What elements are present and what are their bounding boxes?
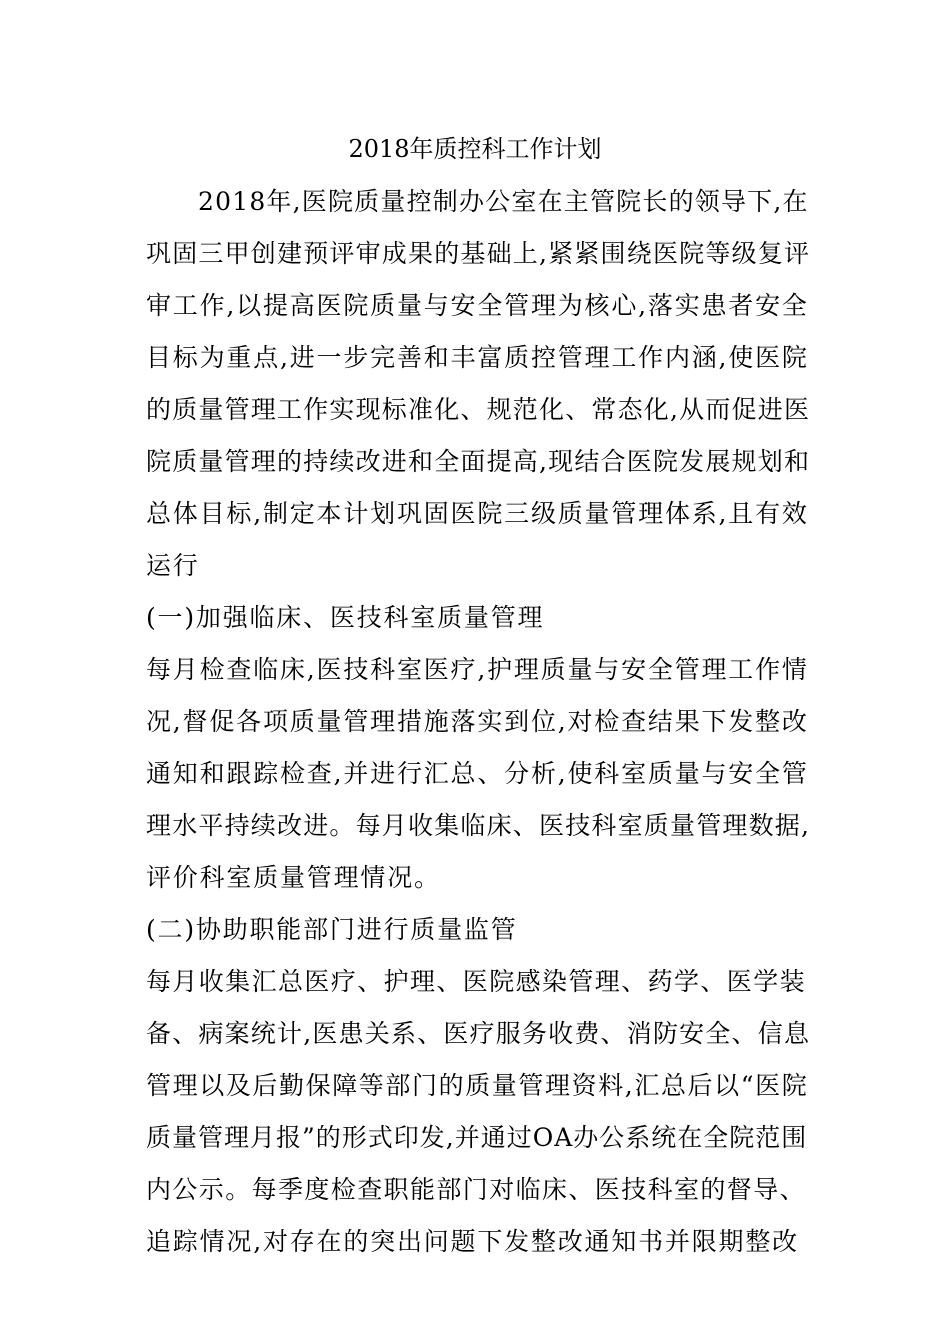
paragraph-line: 通知和跟踪检查,并进行汇总、分析,使科室质量与安全管	[146, 759, 809, 788]
section-heading: (二)协助职能部门进行质量监管	[146, 915, 518, 944]
paragraph-line: 目标为重点,进一步完善和丰富质控管理工作内涵,使医院	[146, 343, 809, 372]
paragraph-line: 管理以及后勤保障等部门的质量管理资料,汇总后以“医院	[146, 1071, 809, 1100]
paragraph-line: 的质量管理工作实现标准化、规范化、常态化,从而促进医	[146, 395, 811, 424]
section-heading: (一)加强临床、医技科室质量管理	[146, 603, 545, 632]
paragraph-line: 质量管理月报”的形式印发,并通过OA办公系统在全院范围	[146, 1123, 808, 1152]
paragraph-line: 追踪情况,对存在的突出问题下发整改通知书并限期整改	[146, 1227, 799, 1256]
paragraph-line: 审工作,以提高医院质量与安全管理为核心,落实患者安全	[146, 291, 809, 320]
paragraph-line: 院质量管理的持续改进和全面提高,现结合医院发展规划和	[146, 447, 811, 476]
paragraph-line: 每月收集汇总医疗、护理、医院感染管理、药学、医学装	[146, 967, 807, 996]
document-title: 2018年质控科工作计划	[348, 135, 602, 163]
paragraph-line: 况,督促各项质量管理措施落实到位,对检查结果下发整改	[146, 707, 809, 736]
paragraph-line: 巩固三甲创建预评审成果的基础上,紧紧围绕医院等级复评	[146, 239, 811, 268]
paragraph-line: 2018年,医院质量控制办公室在主管院长的领导下,在	[198, 187, 809, 216]
paragraph-line: 运行	[146, 551, 200, 580]
paragraph-line: 备、病案统计,医患关系、医疗服务收费、消防安全、信息	[146, 1019, 811, 1048]
paragraph-line: 总体目标,制定本计划巩固医院三级质量管理体系,且有效	[146, 499, 809, 528]
paragraph-line: 每月检查临床,医技科室医疗,护理质量与安全管理工作情	[146, 655, 809, 684]
paragraph-line: 评价科室质量管理情况。	[146, 863, 441, 892]
paragraph-line: 理水平持续改进。每月收集临床、医技科室质量管理数据,	[146, 811, 811, 840]
paragraph-line: 内公示。每季度检查职能部门对临床、医技科室的督导、	[146, 1175, 807, 1204]
